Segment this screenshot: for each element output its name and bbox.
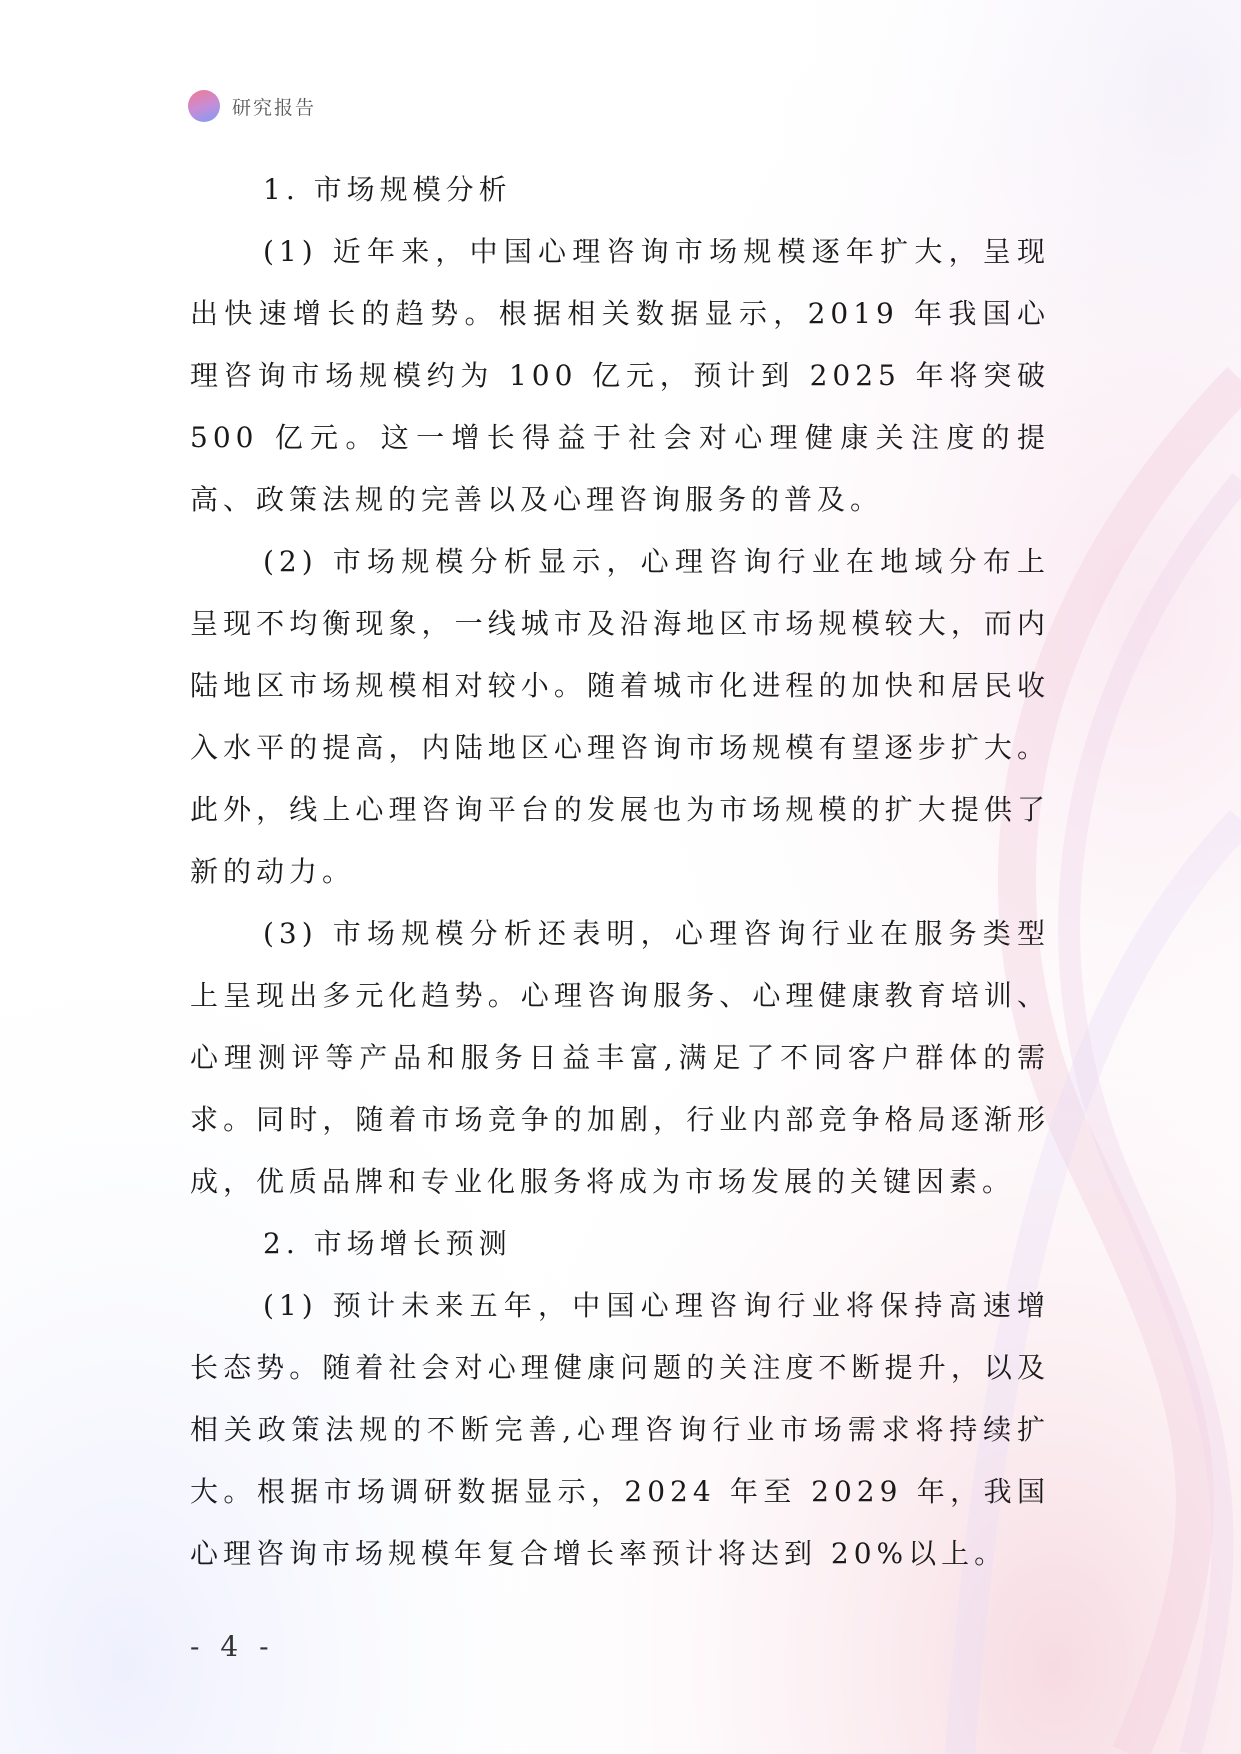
header-label: 研究报告 (232, 96, 317, 119)
section-heading-market-size: 1. 市场规模分析 (263, 173, 512, 206)
report-body (190, 159, 1050, 1585)
paragraph-growth-forecast-1: (1) 预计未来五年，中国心理咨询行业将保持高速增长态势。随着社会对心理健康问题的关注度不断提升，以及相关政策法规的不断完善,心理咨询行业市场需求将持续扩大。根据市场调研数据显示，2024 年至 2029 年，我国心理咨询市场规模年复合增长率预计将达到 20%以上。 (190, 1289, 1050, 1570)
paragraph-market-size-1: (1) 近年来，中国心理咨询市场规模逐年扩大，呈现出快速增长的趋势。根据相关数据显示，2019 年我国心理咨询市场规模约为 100 亿元，预计到 2025 年将突破 500 亿元。这一增长得益于社会对心理健康关注度的提高、政策法规的完善以及心理咨询服务的普及。 (190, 235, 1050, 516)
page-number: - 4 - (190, 1630, 275, 1663)
paragraph-market-size-3: (3) 市场规模分析还表明，心理咨询行业在服务类型上呈现出多元化趋势。心理咨询服务、心理健康教育培训、心理测评等产品和服务日益丰富,满足了不同客户群体的需求。同时，随着市场竞争的加剧，行业内部竞争格局逐渐形成，优质品牌和专业化服务将成为市场发展的关键因素。 (190, 917, 1050, 1198)
paragraph-market-size-2: (2) 市场规模分析显示，心理咨询行业在地域分布上呈现不均衡现象，一线城市及沿海地区市场规模较大，而内陆地区市场规模相对较小。随着城市化进程的加快和居民收入水平的提高，内陆地区心理咨询市场规模有望逐步扩大。此外，线上心理咨询平台的发展也为市场规模的扩大提供了新的动力。 (190, 545, 1050, 888)
section-heading-growth-forecast: 2. 市场增长预测 (263, 1227, 512, 1260)
report-header (188, 89, 316, 123)
logo-circle-icon (188, 90, 220, 122)
